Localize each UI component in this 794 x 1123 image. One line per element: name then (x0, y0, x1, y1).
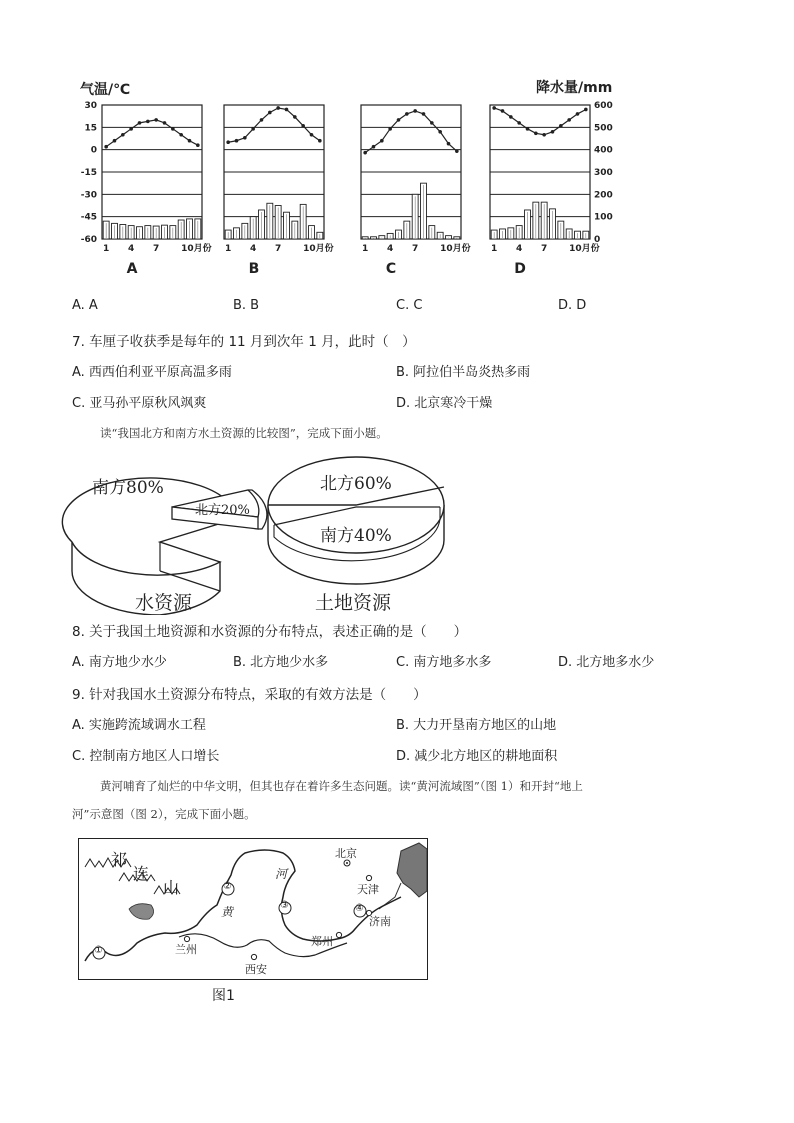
temperature-point (584, 108, 588, 112)
month-tick-label: 10月份 (440, 244, 471, 254)
sea-shape (397, 843, 427, 897)
temp-tick-label: 15 (84, 123, 97, 134)
precipitation-axis-label: 降水量/mm (536, 80, 613, 96)
temp-tick-label: 0 (90, 145, 97, 156)
temperature-point (559, 124, 563, 128)
temperature-point (455, 149, 459, 153)
temperature-point (293, 115, 297, 119)
temperature-point (285, 108, 289, 112)
yellow-river-map-svg (79, 839, 428, 980)
marker-3: ③ (280, 900, 289, 911)
temperature-point (397, 118, 401, 122)
q7-option-b[interactable]: B. 阿拉伯半岛炎热多雨 (396, 365, 531, 380)
q8-stem: 8. 关于我国土地资源和水资源的分布特点，表述正确的是（ ） (72, 624, 468, 640)
temperature-point (154, 118, 158, 122)
month-tick-label: 10月份 (569, 244, 600, 254)
temperature-point (310, 133, 314, 137)
q7-stem: 7. 车厘子收获季是每年的 11 月到次年 1 月，此时（ ） (72, 334, 416, 350)
month-tick-label: 7 (153, 244, 160, 254)
temperature-point (138, 121, 142, 125)
temperature-point (260, 118, 264, 122)
water-south-label: 南方80% (92, 478, 164, 498)
temperature-point (492, 106, 496, 110)
temperature-point (318, 139, 322, 143)
temperature-point (104, 145, 108, 149)
water-north-label: 北方20% (195, 503, 250, 518)
q7-option-a[interactable]: A. 西西伯利亚平原高温多雨 (72, 365, 232, 380)
climate-charts (70, 75, 630, 285)
precip-tick-label: 0 (594, 235, 601, 245)
q6-option-a[interactable]: A. A (72, 298, 98, 313)
temperature-point (526, 127, 530, 131)
marker-2: ② (223, 881, 232, 892)
river-char-1: 黄 (221, 905, 234, 919)
water-pie-title: 水资源 (135, 592, 193, 614)
city-xian: 西安 (245, 963, 267, 976)
yellow-river-intro-line2: 河”示意图（图 2），完成下面小题。 (72, 807, 256, 821)
temperature-point (113, 139, 117, 143)
month-tick-label: 4 (250, 244, 257, 254)
temperature-point (163, 121, 167, 125)
month-tick-label: 10月份 (181, 244, 212, 254)
resource-pies-svg (60, 445, 460, 615)
temperature-point (226, 140, 230, 144)
precip-tick-label: 300 (594, 168, 613, 178)
temperature-point (517, 121, 521, 125)
temp-tick-label: -45 (80, 212, 97, 223)
yellow-river-intro-line1: 黄河哺育了灿烂的中华文明，但其也存在着许多生态问题。读“黄河流域图”（图 1）和开封“地上 (100, 779, 583, 793)
month-tick-label: 4 (387, 244, 394, 254)
month-tick-label: 4 (128, 244, 135, 254)
resource-pies (60, 445, 460, 615)
temperature-point (576, 112, 580, 116)
precip-tick-label: 600 (594, 101, 613, 111)
month-tick-label: 1 (491, 244, 498, 254)
precip-bar (379, 236, 385, 239)
mountain-char-1: 祁 (111, 850, 128, 869)
land-north-label: 北方60% (320, 474, 392, 494)
temperature-point (501, 109, 505, 113)
precip-tick-label: 400 (594, 145, 613, 156)
precip-tick-label: 500 (594, 123, 613, 134)
month-tick-label: 7 (412, 244, 419, 254)
chart-label: A (126, 261, 138, 277)
pie-intro: 读“我国北方和南方水土资源的比较图”，完成下面小题。 (100, 426, 388, 440)
q8-option-c[interactable]: C. 南方地多水多 (396, 655, 492, 670)
city-lanzhou: 兰州 (175, 943, 197, 956)
temperature-point (196, 143, 200, 147)
chart-label: D (514, 261, 526, 277)
q6-option-b[interactable]: B. B (233, 298, 260, 313)
temperature-point (276, 106, 280, 110)
map-caption: 图1 (212, 988, 235, 1004)
temp-tick-label: 30 (84, 101, 97, 111)
temp-tick-label: -30 (80, 190, 97, 201)
temperature-point (447, 142, 451, 146)
mountain-char-2: 连 (133, 864, 150, 883)
land-south-label: 南方40% (320, 526, 392, 546)
month-tick-label: 7 (541, 244, 548, 254)
temperature-point (121, 133, 125, 137)
temperature-point (171, 127, 175, 131)
temperature-point (509, 115, 513, 119)
q9-option-d[interactable]: D. 减少北方地区的耕地面积 (396, 749, 558, 764)
temperature-point (146, 120, 150, 124)
temperature-point (388, 127, 392, 131)
precip-tick-label: 200 (594, 190, 613, 201)
month-tick-label: 1 (103, 244, 110, 254)
land-pie-title: 土地资源 (315, 592, 392, 614)
marker-1: ① (94, 945, 103, 956)
climate-chart-svg (70, 75, 630, 285)
q9-option-b[interactable]: B. 大力开垦南方地区的山地 (396, 718, 557, 733)
month-tick-label: 1 (362, 244, 369, 254)
city-zhengzhou: 郑州 (311, 935, 333, 948)
city-jinan: 济南 (369, 915, 391, 928)
temperature-axis-label: 气温/℃ (80, 82, 131, 98)
city-tianjin: 天津 (357, 883, 379, 896)
precip-bar (446, 236, 452, 239)
q9-stem: 9. 针对我国水土资源分布特点，采取的有效方法是（ ） (72, 687, 427, 703)
temperature-point (438, 130, 442, 134)
month-tick-label: 10月份 (303, 244, 334, 254)
temperature-point (542, 133, 546, 137)
temp-tick-label: -60 (80, 235, 97, 245)
temperature-point (363, 151, 367, 155)
temperature-point (380, 139, 384, 143)
temperature-point (301, 124, 305, 128)
river-char-2: 河 (275, 867, 288, 881)
q7-option-d[interactable]: D. 北京寒冷干燥 (396, 396, 493, 411)
q7-option-c[interactable]: C. 亚马孙平原秋风飒爽 (72, 396, 207, 411)
temperature-point (179, 133, 183, 137)
yellow-river-map (78, 838, 428, 980)
temperature-point (268, 111, 272, 115)
temperature-point (243, 136, 247, 140)
temperature-point (413, 109, 417, 113)
lake-shape (129, 904, 154, 920)
q6-option-c[interactable]: C. C (396, 298, 423, 313)
precip-tick-label: 100 (594, 212, 613, 223)
temperature-point (430, 121, 434, 125)
q9-option-c[interactable]: C. 控制南方地区人口增长 (72, 749, 220, 764)
marker-4: ④ (355, 903, 364, 914)
temperature-point (188, 139, 192, 143)
chart-label: B (248, 261, 260, 277)
temperature-point (422, 112, 426, 116)
q6-option-d[interactable]: D. D (558, 298, 587, 313)
temp-tick-label: -15 (80, 168, 97, 178)
chart-label: C (385, 261, 397, 277)
temperature-point (129, 127, 133, 131)
month-tick-label: 1 (225, 244, 232, 254)
month-tick-label: 7 (275, 244, 282, 254)
temperature-point (567, 118, 571, 122)
temperature-point (372, 145, 376, 149)
mountain-char-3: 山 (163, 878, 180, 897)
temperature-point (534, 131, 538, 135)
q8-option-d[interactable]: D. 北方地多水少 (558, 655, 655, 670)
city-beijing: 北京 (335, 847, 357, 860)
temperature-point (551, 130, 555, 134)
temperature-point (251, 127, 255, 131)
temperature-point (235, 139, 239, 143)
month-tick-label: 4 (516, 244, 523, 254)
temperature-point (405, 112, 409, 116)
q8-option-a[interactable]: A. 南方地少水少 (72, 655, 167, 670)
q9-option-a[interactable]: A. 实施跨流域调水工程 (72, 718, 206, 733)
q8-option-b[interactable]: B. 北方地少水多 (233, 655, 329, 670)
